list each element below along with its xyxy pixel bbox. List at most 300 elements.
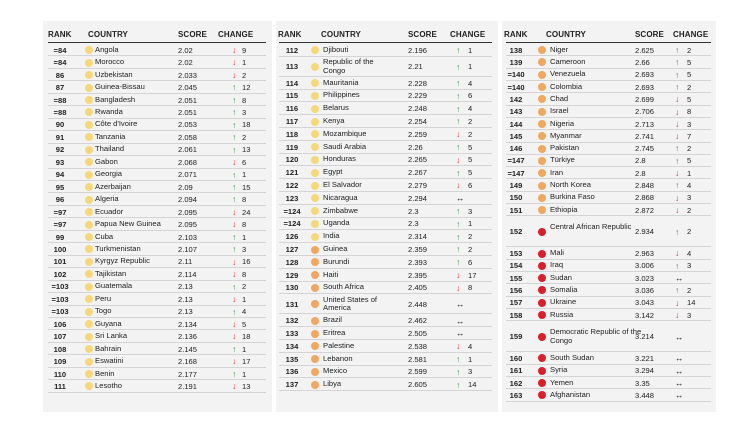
arrow-up-icon: ↑ (232, 132, 237, 143)
rank-cell: =84 (53, 58, 67, 68)
score-cell: 3.294 (635, 366, 655, 376)
arrow-down-icon: ↓ (456, 180, 461, 191)
country-name: Mozambique (323, 128, 367, 138)
score-cell: 2.259 (408, 129, 428, 139)
score-cell: 2.395 (408, 270, 428, 280)
table-row (279, 243, 492, 256)
header-country: COUNTRY (88, 30, 128, 39)
country-name: Uganda (323, 218, 350, 228)
score-cell: 2.294 (408, 193, 428, 203)
no-change-icon: ↔ (456, 299, 465, 310)
status-dot (85, 320, 93, 328)
status-dot (85, 133, 93, 141)
country-name: Eswatini (95, 356, 124, 366)
status-dot (311, 207, 319, 215)
table-row (279, 282, 492, 295)
country-name: Gabon (95, 156, 118, 166)
header-divider (279, 42, 492, 43)
no-change-icon: ↔ (675, 272, 684, 283)
score-cell: 2.053 (178, 120, 198, 130)
table-row (506, 93, 711, 105)
status-dot (85, 295, 93, 303)
arrow-down-icon: ↓ (675, 192, 680, 203)
arrow-up-icon: ↑ (675, 180, 680, 191)
rank-cell: 99 (55, 232, 65, 242)
score-cell: 3.214 (635, 332, 655, 342)
rank-cell: 154 (509, 261, 523, 271)
table-row (506, 204, 711, 216)
status-dot (85, 208, 93, 216)
ranking-table-3 (506, 44, 711, 402)
status-dot (85, 221, 93, 229)
arrow-down-icon: ↓ (675, 168, 680, 179)
country-name: Algeria (95, 194, 119, 204)
change-value: 14 (687, 298, 696, 308)
score-cell: 3.221 (635, 353, 655, 363)
table-row (506, 106, 711, 118)
no-change-icon: ↔ (456, 315, 465, 326)
table-row (279, 314, 492, 327)
score-cell: 2.267 (408, 168, 428, 178)
country-name: Niger (550, 44, 569, 54)
score-cell: 2.228 (408, 78, 428, 88)
rank-cell: 111 (54, 381, 66, 391)
country-name: India (323, 231, 340, 241)
score-cell: 2.21 (408, 62, 423, 72)
rank-cell: 143 (509, 107, 523, 117)
change-value: 4 (242, 307, 247, 317)
change-value: 1 (242, 344, 247, 354)
status-dot (538, 83, 546, 91)
country-name: Venezuela (550, 69, 586, 79)
table-row (279, 353, 492, 366)
arrow-down-icon: ↓ (675, 205, 680, 216)
status-dot (85, 345, 93, 353)
status-dot (85, 333, 93, 341)
change-value: 1 (468, 354, 473, 364)
arrow-up-icon: ↑ (456, 90, 461, 101)
rank-cell: =88 (53, 107, 67, 117)
rank-cell: 162 (509, 378, 523, 388)
rank-cell: 153 (509, 249, 523, 259)
table-row (506, 130, 711, 142)
status-dot (538, 169, 546, 177)
status-dot (538, 286, 546, 294)
rank-cell: 102 (53, 269, 67, 279)
rank-cell: =147 (507, 156, 525, 166)
country-name: Russia (550, 309, 574, 319)
status-dot (85, 59, 93, 67)
table-row (279, 44, 492, 57)
no-change-icon: ↔ (675, 390, 684, 401)
change-value: 5 (468, 168, 473, 178)
status-dot (311, 330, 319, 338)
status-dot (311, 355, 319, 363)
header-change: CHANGE (218, 30, 254, 39)
arrow-up-icon: ↑ (456, 116, 461, 127)
score-cell: 2.107 (178, 244, 198, 254)
score-cell: 2.045 (178, 83, 198, 93)
rank-cell: 155 (509, 273, 523, 283)
score-cell: 2.625 (635, 45, 655, 55)
table-row (279, 230, 492, 243)
arrow-up-icon: ↑ (232, 169, 237, 180)
change-value: 2 (687, 45, 692, 55)
arrow-down-icon: ↓ (456, 282, 461, 293)
status-dot (85, 258, 93, 266)
rank-cell: 139 (509, 57, 523, 67)
rank-cell: 158 (509, 310, 523, 320)
change-value: 4 (468, 78, 473, 88)
arrow-up-icon: ↑ (456, 231, 461, 242)
rank-cell: 159 (509, 332, 523, 342)
change-value: 1 (468, 62, 473, 72)
score-cell: 2.963 (635, 249, 655, 259)
table-row (48, 243, 266, 255)
change-value: 3 (468, 367, 473, 377)
score-cell: 3.036 (635, 285, 655, 295)
status-dot (85, 121, 93, 129)
status-dot (311, 156, 319, 164)
change-value: 2 (687, 205, 692, 215)
status-dot (85, 382, 93, 390)
table-row (506, 284, 711, 296)
change-value: 4 (468, 104, 473, 114)
table-row (48, 306, 266, 318)
arrow-down-icon: ↓ (456, 154, 461, 165)
change-value: 1 (242, 369, 247, 379)
score-cell: 2.359 (408, 245, 428, 255)
country-name: Cuba (95, 231, 114, 241)
status-dot (538, 194, 546, 202)
rank-cell: 121 (285, 168, 299, 178)
change-value: 8 (242, 220, 247, 230)
change-value: 6 (242, 157, 247, 167)
rank-cell: 131 (285, 299, 299, 309)
score-cell: 2.134 (178, 319, 198, 329)
country-name: Burkina Faso (550, 192, 595, 202)
status-dot (538, 262, 546, 270)
arrow-up-icon: ↑ (456, 379, 461, 390)
score-cell: 2.254 (408, 117, 428, 127)
status-dot (85, 171, 93, 179)
change-value: 2 (687, 285, 692, 295)
rank-cell: 94 (55, 170, 65, 180)
status-dot (85, 158, 93, 166)
header-score: SCORE (635, 30, 664, 39)
score-cell: 2.09 (178, 182, 193, 192)
rank-cell: 101 (53, 257, 67, 267)
score-cell: 2.13 (178, 307, 193, 317)
score-cell: 2.693 (635, 70, 655, 80)
rank-cell: 96 (55, 195, 65, 205)
arrow-up-icon: ↑ (456, 218, 461, 229)
score-cell: 2.248 (408, 104, 428, 114)
country-name: Mali (550, 248, 564, 258)
table-row (506, 297, 711, 309)
score-cell: 2.448 (408, 299, 428, 309)
change-value: 1 (242, 58, 247, 68)
ranking-table-1 (48, 44, 266, 393)
country-name: Iraq (550, 260, 564, 270)
score-cell: 2.071 (178, 170, 198, 180)
arrow-down-icon: ↓ (232, 331, 237, 342)
rank-cell: 134 (285, 341, 299, 351)
table-row (279, 205, 492, 218)
arrow-up-icon: ↑ (456, 205, 461, 216)
score-cell: 2.741 (635, 131, 655, 141)
table-row (48, 293, 266, 305)
header-score: SCORE (408, 30, 437, 39)
status-dot (311, 130, 319, 138)
score-cell: 2.051 (178, 107, 198, 117)
arrow-up-icon: ↑ (232, 281, 237, 292)
change-value: 9 (242, 45, 247, 55)
table-row (279, 57, 492, 77)
country-name: Burundi (323, 256, 350, 266)
country-name: Guinea (323, 244, 348, 254)
status-dot (85, 108, 93, 116)
change-value: 12 (242, 83, 251, 93)
change-value: 3 (687, 261, 692, 271)
country-name: Togo (95, 306, 112, 316)
table-row (506, 69, 711, 81)
table-row (48, 256, 266, 268)
country-name: Ethiopia (550, 204, 578, 214)
status-dot (85, 370, 93, 378)
status-dot (538, 391, 546, 399)
country-name: Yemen (550, 377, 574, 387)
rank-cell: 144 (509, 119, 523, 129)
arrow-down-icon: ↓ (232, 206, 237, 217)
table-row (48, 368, 266, 380)
table-row (506, 192, 711, 204)
status-dot (85, 233, 93, 241)
country-name: United States of America (323, 294, 378, 313)
score-cell: 2.196 (408, 45, 428, 55)
rank-cell: =84 (53, 45, 67, 55)
country-name: Colombia (550, 81, 583, 91)
country-name: Guinea-Bissau (95, 82, 145, 92)
table-row (48, 355, 266, 367)
status-dot (538, 206, 546, 214)
header-rank: RANK (48, 30, 72, 39)
status-dot (311, 258, 319, 266)
table-row (48, 94, 266, 106)
country-name: Papua New Guinea (95, 219, 161, 229)
arrow-down-icon: ↓ (232, 45, 237, 56)
score-cell: 2.061 (178, 145, 198, 155)
rank-cell: 91 (55, 132, 65, 142)
arrow-down-icon: ↓ (232, 57, 237, 68)
status-dot (85, 146, 93, 154)
status-dot (85, 183, 93, 191)
change-value: 16 (242, 257, 251, 267)
score-cell: 2.393 (408, 257, 428, 267)
change-value: 2 (242, 282, 247, 292)
country-name: Benin (95, 368, 115, 378)
score-cell: 3.448 (635, 390, 655, 400)
country-name: Uzbekistan (95, 69, 133, 79)
country-name: Djibouti (323, 44, 349, 54)
arrow-up-icon: ↑ (232, 119, 237, 130)
country-name: Ukraine (550, 297, 577, 307)
rank-cell: 122 (285, 181, 299, 191)
table-row (506, 377, 711, 389)
score-cell: 2.058 (178, 132, 198, 142)
arrow-down-icon: ↓ (232, 219, 237, 230)
rank-cell: =103 (51, 282, 69, 292)
score-cell: 2.095 (178, 220, 198, 230)
status-dot (311, 194, 319, 202)
change-value: 18 (242, 332, 251, 342)
rank-cell: 93 (55, 157, 65, 167)
arrow-down-icon: ↓ (456, 129, 461, 140)
status-dot (85, 46, 93, 54)
rank-cell: 130 (285, 283, 299, 293)
rank-cell: 116 (285, 104, 299, 114)
rank-cell: 152 (509, 227, 523, 237)
status-dot (311, 182, 319, 190)
arrow-down-icon: ↓ (232, 269, 237, 280)
score-cell: 3.023 (635, 273, 655, 283)
rank-cell: 115 (285, 91, 299, 101)
rank-cell: 117 (285, 117, 299, 127)
change-value: 5 (687, 70, 692, 80)
status-dot (538, 379, 546, 387)
status-dot (538, 333, 546, 341)
arrow-up-icon: ↑ (232, 343, 237, 354)
rank-cell: =97 (53, 220, 67, 230)
country-name: Nigeria (550, 118, 575, 128)
country-name: Guyana (95, 318, 122, 328)
rank-cell: =140 (507, 70, 525, 80)
arrow-up-icon: ↑ (675, 44, 680, 55)
change-value: 8 (468, 283, 473, 293)
score-cell: 2.068 (178, 157, 198, 167)
status-dot (311, 105, 319, 113)
table-row (279, 340, 492, 353)
arrow-down-icon: ↓ (675, 248, 680, 259)
status-dot (311, 92, 319, 100)
rank-cell: 118 (285, 129, 299, 139)
header-country: COUNTRY (321, 30, 361, 39)
header-rank: RANK (504, 30, 528, 39)
table-row (279, 166, 492, 179)
country-name: Saudi Arabia (323, 141, 367, 151)
table-row (48, 131, 266, 143)
header-rank: RANK (278, 30, 302, 39)
table-row (506, 143, 711, 155)
score-cell: 2.094 (178, 195, 198, 205)
no-change-icon: ↔ (675, 353, 684, 364)
country-name: Côte d'Ivoire (95, 119, 138, 129)
header-change: CHANGE (673, 30, 709, 39)
arrow-up-icon: ↑ (675, 260, 680, 271)
arrow-up-icon: ↑ (456, 45, 461, 56)
score-cell: 2.868 (635, 193, 655, 203)
country-name: Pakistan (550, 143, 580, 153)
rank-cell: =97 (53, 207, 67, 217)
table-row (48, 56, 266, 68)
rank-cell: 150 (509, 193, 523, 203)
status-dot (85, 308, 93, 316)
arrow-down-icon: ↓ (456, 269, 461, 280)
country-name: Guatemala (95, 281, 133, 291)
arrow-down-icon: ↓ (232, 157, 237, 168)
country-name: Mexico (323, 366, 348, 376)
country-name: Egypt (323, 167, 343, 177)
arrow-up-icon: ↑ (456, 353, 461, 364)
status-dot (311, 220, 319, 228)
table-row (279, 77, 492, 90)
arrow-up-icon: ↑ (456, 244, 461, 255)
country-name: Zimbabwe (323, 205, 359, 215)
table-row (279, 115, 492, 128)
score-cell: 2.177 (178, 369, 198, 379)
arrow-up-icon: ↑ (232, 182, 237, 192)
status-dot (85, 358, 93, 366)
score-cell: 2.8 (635, 156, 646, 166)
status-dot (85, 245, 93, 253)
rank-cell: 107 (53, 332, 67, 342)
arrow-up-icon: ↑ (456, 257, 461, 268)
status-dot (311, 63, 319, 71)
table-row (279, 128, 492, 141)
rank-cell: 129 (285, 270, 299, 280)
table-row (506, 167, 711, 179)
score-cell: 2.02 (178, 45, 193, 55)
table-row (279, 218, 492, 231)
rank-cell: =88 (53, 95, 67, 105)
no-change-icon: ↔ (675, 331, 684, 342)
rank-cell: 142 (509, 94, 523, 104)
arrow-up-icon: ↑ (232, 306, 237, 317)
change-value: 17 (468, 270, 477, 280)
no-change-icon: ↔ (456, 328, 465, 339)
table-row (48, 268, 266, 280)
score-cell: 2.581 (408, 354, 428, 364)
header-divider (506, 42, 711, 43)
status-dot (538, 157, 546, 165)
rank-cell: 157 (509, 298, 523, 308)
change-value: 17 (242, 357, 251, 367)
arrow-up-icon: ↑ (232, 244, 237, 255)
change-value: 8 (242, 95, 247, 105)
country-name: Iran (550, 167, 564, 177)
rank-cell: 136 (285, 367, 299, 377)
rank-cell: 108 (53, 344, 67, 354)
change-value: 4 (687, 181, 692, 191)
status-dot (538, 58, 546, 66)
change-value: 1 (242, 170, 247, 180)
country-name: El Salvador (323, 180, 362, 190)
country-name: Syria (550, 365, 568, 375)
change-value: 1 (468, 45, 473, 55)
country-name: Morocco (95, 57, 125, 67)
country-name: Israel (550, 106, 569, 116)
change-value: 1 (468, 219, 473, 229)
rank-cell: 145 (509, 131, 523, 141)
arrow-up-icon: ↑ (456, 167, 461, 178)
status-dot (538, 250, 546, 258)
table-row (506, 81, 711, 93)
rank-cell: 163 (509, 390, 523, 400)
country-name: Turkmenistan (95, 243, 141, 253)
arrow-up-icon: ↑ (232, 94, 237, 105)
country-name: Haiti (323, 269, 339, 279)
arrow-up-icon: ↑ (456, 141, 461, 152)
